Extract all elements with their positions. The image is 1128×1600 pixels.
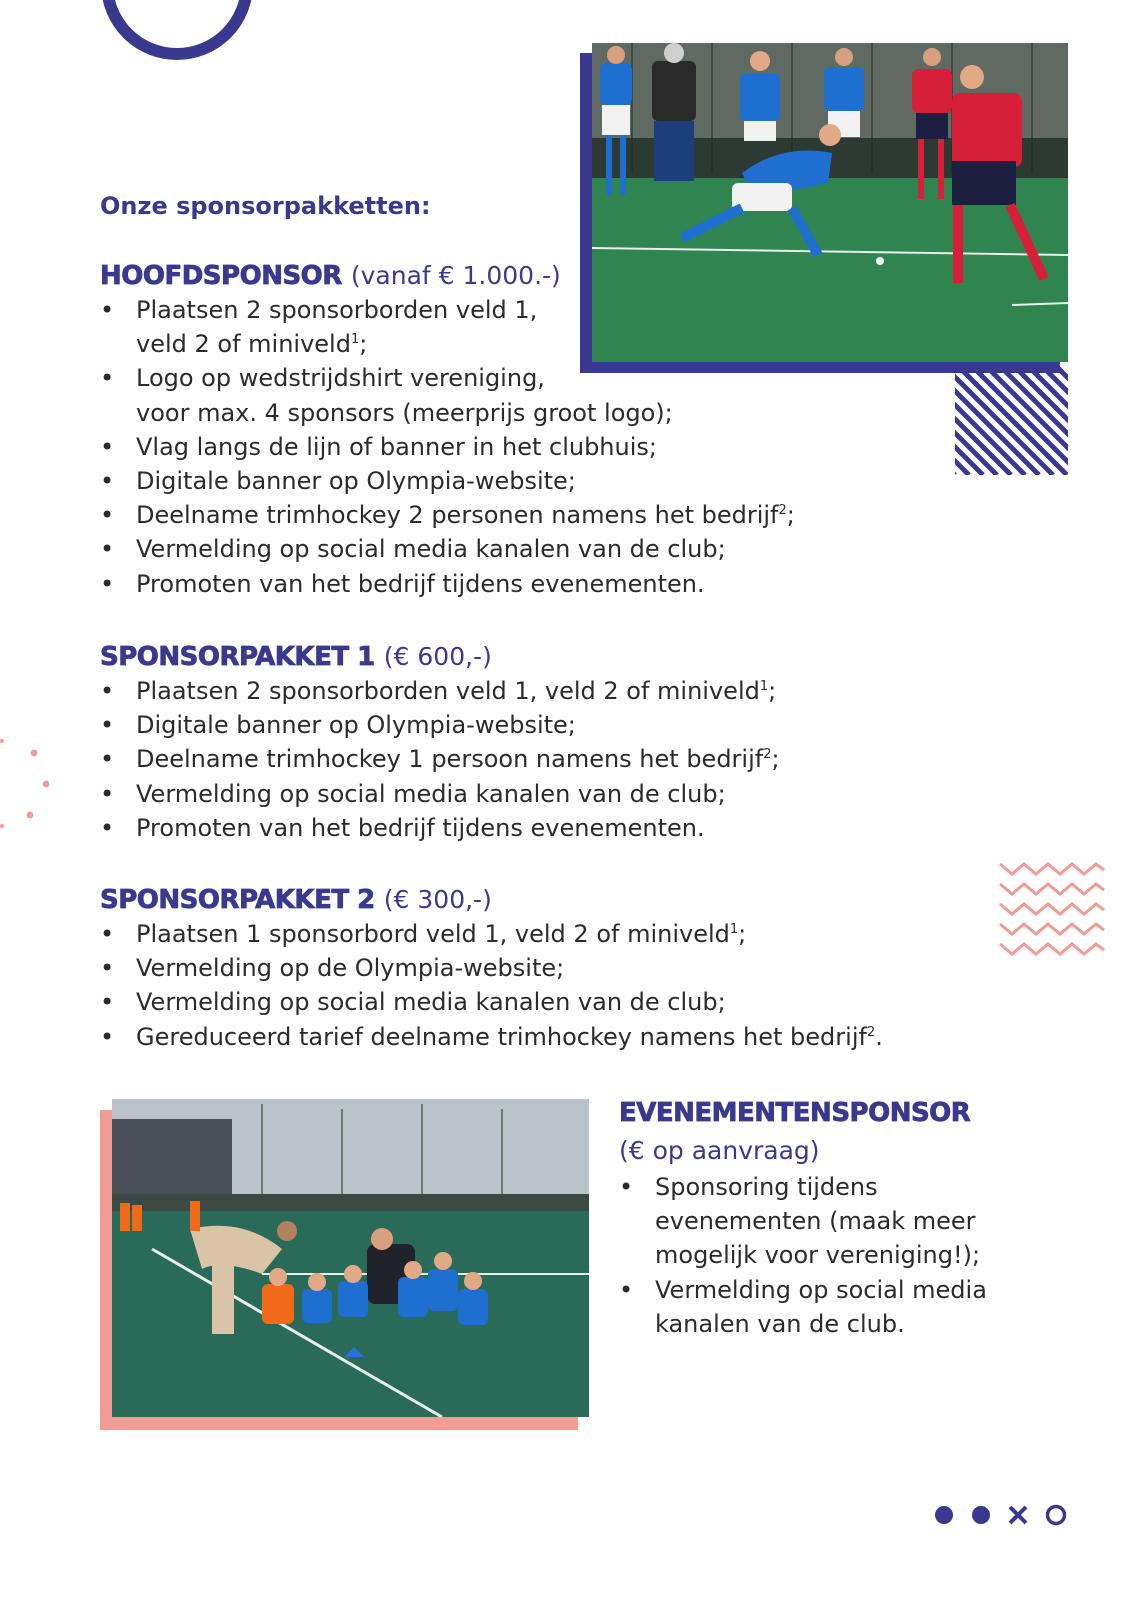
- zigzag-decoration: [998, 858, 1106, 968]
- package-item-text: Vermelding op social media kanalen van de club;: [136, 535, 726, 564]
- package-item-text: Sponsoring tijdens: [655, 1173, 878, 1201]
- package-item-text: Plaatsen 1 sponsorbord veld 1, veld 2 of miniveld: [136, 920, 730, 948]
- package-item: [100, 708, 780, 742]
- package-sponsorpakket-2: [100, 883, 883, 1054]
- package-item-text: Vermelding op de Olympia-website;: [136, 954, 565, 983]
- package-item: [100, 811, 780, 845]
- bullet-icon: •: [100, 296, 115, 324]
- package-item-text: Deelname trimhockey 1 persoon namens het bedrijf: [136, 745, 764, 774]
- package-item-text: veld 2 of miniveld: [136, 330, 351, 359]
- package-sponsorpakket-1: [100, 640, 780, 845]
- package-heading: [619, 1094, 1015, 1170]
- package-item-text: Deelname trimhockey 2 personen namens het bedrijf: [136, 501, 779, 530]
- package-item-text: Logo op wedstrijdshirt vereniging,: [136, 364, 545, 393]
- package-item-text: kanalen van de club.: [655, 1309, 905, 1338]
- package-item-punctuation: ;: [738, 920, 747, 948]
- package-item: [100, 532, 795, 566]
- footnote-marker: 2: [763, 747, 772, 763]
- package-name: SPONSORPAKKET 2: [100, 885, 375, 915]
- youth-team-photo: [112, 1099, 589, 1417]
- bullet-icon: •: [100, 501, 115, 530]
- bullet-icon: •: [100, 1022, 115, 1051]
- package-item-punctuation: ;: [771, 745, 780, 774]
- top-circle-decoration: [101, 0, 253, 60]
- bullet-icon: •: [100, 745, 115, 774]
- package-name: HOOFDSPONSOR: [100, 261, 342, 291]
- bullet-icon: •: [100, 432, 115, 461]
- dots-decoration: [0, 735, 60, 830]
- bullet-icon: •: [100, 813, 115, 842]
- package-item: [100, 917, 883, 951]
- package-item-list: [100, 293, 795, 601]
- dot-dot-cross-circle-icon: [930, 1500, 1080, 1532]
- package-item-text: Vlag langs de lijn of banner in het clubhuis;: [136, 432, 657, 461]
- package-item-text: Plaatsen 2 sponsorborden veld 1,: [136, 296, 538, 324]
- bullet-icon: •: [619, 1275, 634, 1304]
- package-item-punctuation: ;: [359, 330, 368, 359]
- footnote-marker: 1: [759, 679, 769, 694]
- package-item: [100, 674, 780, 708]
- bullet-icon: •: [100, 364, 115, 393]
- package-heading: [100, 640, 780, 674]
- package-name: EVENEMENTENSPONSOR: [619, 1098, 971, 1128]
- package-heading: [100, 883, 883, 917]
- footnote-marker: 1: [729, 922, 739, 937]
- bullet-icon: •: [100, 779, 115, 808]
- package-price: (€ op aanvraag): [619, 1136, 820, 1165]
- package-item: [619, 1273, 1015, 1341]
- package-item-text: Promoten van het bedrijf tijdens evenementen.: [136, 569, 705, 598]
- package-name: SPONSORPAKKET 1: [100, 642, 375, 672]
- package-price: (€ 600,-): [383, 642, 492, 671]
- package-item-text: Plaatsen 2 sponsorborden veld 1, veld 2 of miniveld: [136, 677, 760, 705]
- footnote-marker: 1: [350, 332, 360, 348]
- package-item-text: Vermelding op social media kanalen van de club;: [136, 779, 726, 808]
- package-item-list: [100, 917, 883, 1054]
- package-item: [100, 293, 795, 361]
- package-price: (€ 300,-): [383, 885, 492, 914]
- bullet-icon: •: [100, 920, 115, 948]
- package-item-text: Digitale banner op Olympia-website;: [136, 467, 576, 496]
- package-hoofdsponsor: [100, 259, 795, 601]
- package-item-text: Digitale banner op Olympia-website;: [136, 711, 576, 740]
- package-heading: [100, 259, 795, 293]
- package-item-text: Gereduceerd tarief deelname trimhockey namens het bedrijf: [136, 1022, 867, 1051]
- package-item: [100, 1020, 883, 1054]
- bullet-icon: •: [619, 1173, 634, 1201]
- package-item: [100, 951, 883, 985]
- package-price: (vanaf € 1.000.-): [350, 261, 561, 290]
- package-item: [100, 742, 780, 776]
- package-item: [100, 567, 795, 601]
- package-item-punctuation: ;: [768, 677, 777, 705]
- package-item-punctuation: .: [875, 1022, 883, 1051]
- package-item-list: [100, 674, 780, 845]
- bullet-icon: •: [100, 988, 115, 1017]
- package-item-punctuation: ;: [786, 501, 795, 530]
- package-item: [100, 464, 795, 498]
- package-item: [100, 430, 795, 464]
- bullet-icon: •: [100, 569, 115, 598]
- diagonal-stripes-decoration: [955, 362, 1068, 475]
- footnote-marker: 2: [866, 1024, 876, 1040]
- package-evenementensponsor: [619, 1094, 1015, 1341]
- bullet-icon: •: [100, 677, 115, 705]
- package-item: [100, 777, 780, 811]
- package-item: [100, 361, 795, 429]
- package-item-text: evenementen (maak meer: [655, 1207, 976, 1236]
- bullet-icon: •: [100, 711, 115, 740]
- package-item-text: Vermelding op social media kanalen van de club;: [136, 988, 726, 1017]
- page-title: Onze sponsorpakketten:: [100, 192, 431, 220]
- bullet-icon: •: [100, 954, 115, 983]
- footnote-marker: 2: [778, 503, 787, 519]
- package-item: [619, 1170, 1015, 1273]
- package-item-text: Promoten van het bedrijf tijdens evenementen.: [136, 813, 705, 842]
- bullet-icon: •: [100, 467, 115, 496]
- package-item: [100, 985, 883, 1019]
- package-item-text: mogelijk voor vereniging!);: [655, 1241, 981, 1270]
- package-item-list: [619, 1170, 1015, 1341]
- package-item-text: Vermelding op social media: [655, 1275, 987, 1304]
- package-item: [100, 498, 795, 532]
- package-item-text: voor max. 4 sponsors (meerprijs groot logo);: [136, 398, 673, 427]
- bullet-icon: •: [100, 535, 115, 564]
